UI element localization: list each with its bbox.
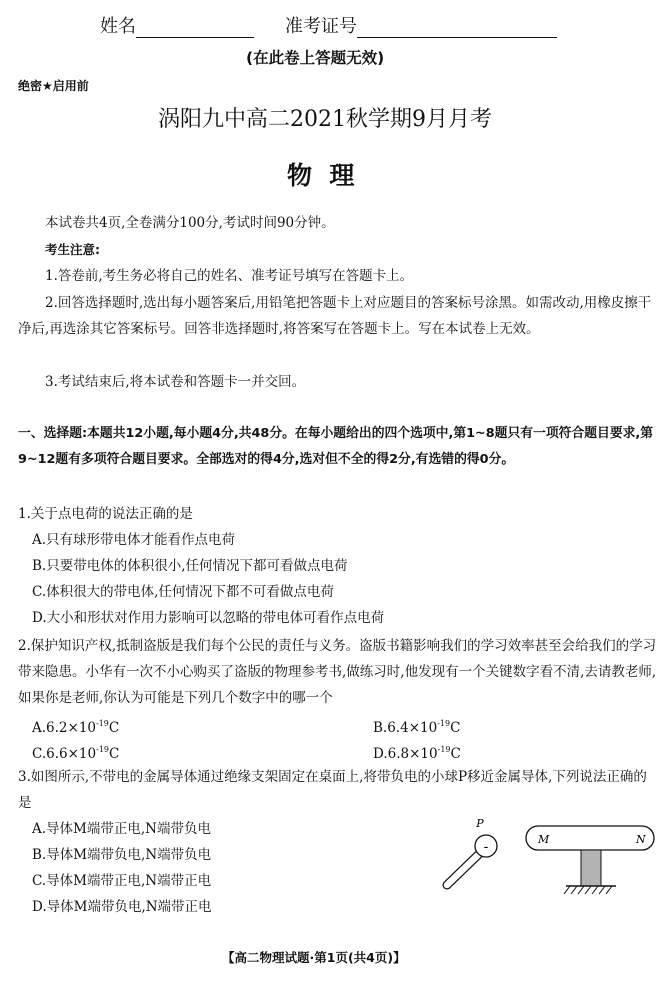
q1-option-b[interactable]: B.只要带电体的体积很小,任何情况下都可看做点电荷 bbox=[32, 558, 348, 574]
invalid-note: (在此卷上答题无效) bbox=[246, 49, 385, 67]
exam-number-field bbox=[285, 12, 557, 38]
q2-option-d[interactable] bbox=[373, 737, 461, 767]
name-label: 姓名 bbox=[100, 16, 136, 37]
conductor-end-n: N bbox=[636, 833, 646, 846]
q2-option-d-unit: C bbox=[450, 746, 461, 762]
q2-option-b-letter: B. bbox=[373, 720, 388, 736]
q3-option-a[interactable]: A.导体M端带正电,N端带负电 bbox=[32, 821, 211, 837]
q2-option-a-unit: C bbox=[108, 720, 120, 736]
name-blank[interactable] bbox=[136, 17, 254, 38]
q2-option-a-mantissa: 6.2×10 bbox=[46, 720, 97, 736]
insulated-stand bbox=[581, 850, 601, 886]
q1-option-d[interactable]: D.大小和形状对作用力影响可以忽略的带电体可看作点电荷 bbox=[32, 610, 385, 626]
q2-option-b-unit: C bbox=[450, 720, 461, 736]
q1-option-c[interactable]: C.体积很大的带电体,任何情况下都不可看做点电荷 bbox=[32, 584, 334, 600]
q2-option-c-unit: C bbox=[109, 746, 120, 762]
table-hatching bbox=[564, 886, 612, 894]
ball-label-p: P bbox=[476, 817, 484, 830]
notice-3: 3.考试结束后,将本试卷和答题卡一并交回。 bbox=[45, 374, 306, 390]
ball-handle-inner bbox=[447, 855, 478, 885]
exam-number-label: 准考证号 bbox=[285, 16, 357, 37]
q3-option-b[interactable]: B.导体M端带负电,N端带负电 bbox=[32, 847, 212, 863]
exam-summary: 本试卷共4页,全卷满分100分,考试时间90分钟。 bbox=[45, 215, 335, 231]
q2-option-d-letter: D. bbox=[373, 746, 388, 762]
q2-stem: 2.保护知识产权,抵制盗版是我们每个公民的责任与义务。盗版书籍影响我们的学习效率甚至会给我们的学习带来隐患。小华有一次不小心购买了盗版的物理参考书,做练习时,他发现有一个关键数字看不清,去请教老师,如果你是老师,你认为可能是下列几个数字中的哪一个 bbox=[18, 638, 657, 706]
q3-stem: 3.如图所示,不带电的金属导体通过绝缘支架固定在桌面上,将带负电的小球P移近金属导体,下列说法正确的是 bbox=[18, 769, 647, 811]
q1-option-a[interactable]: A.只有球形带电体才能看作点电荷 bbox=[32, 532, 236, 548]
exam-title: 涡阳九中高二2021秋学期9月月考 bbox=[158, 107, 492, 132]
notice-1: 1.答卷前,考生务必将自己的姓名、准考证号填写在答题卡上。 bbox=[45, 268, 414, 284]
notice-2: 2.回答选择题时,选出每小题答案后,用铅笔把答题卡上对应题目的答案标号涂黑。如需改动,用橡皮擦干净后,再选涂其它答案标号。回答非选择题时,将答案写在答题卡上。写在本试卷上无效。 bbox=[18, 295, 652, 337]
q2-option-c-exp: -19 bbox=[96, 745, 109, 754]
q2-option-a-letter: A. bbox=[32, 720, 47, 736]
q2-option-d-exp: -19 bbox=[437, 745, 451, 754]
name-field bbox=[100, 12, 254, 38]
section1-heading: 一、选择题:本题共12小题,每小题4分,共48分。在每小题给出的四个选项中,第1~8题只有一项符合题目要求,第9~12题有多项符合题目要求。全部选对的得4分,选对但不全的得2分,有选错的得0分。 bbox=[18, 426, 654, 467]
q3-option-c[interactable]: C.导体M端带正电,N端带正电 bbox=[32, 873, 212, 889]
q2-option-d-mantissa: 6.8×10 bbox=[387, 746, 438, 762]
secret-label: 绝密★启用前 bbox=[18, 79, 89, 93]
q2-option-c[interactable] bbox=[32, 737, 119, 767]
q2-option-c-letter: C. bbox=[32, 746, 47, 762]
notice-title: 考生注意: bbox=[45, 242, 100, 257]
exam-number-blank[interactable] bbox=[357, 17, 557, 38]
q3-figure bbox=[438, 815, 663, 897]
conductor-end-m: M bbox=[538, 833, 550, 846]
q2-option-c-mantissa: 6.6×10 bbox=[46, 746, 97, 762]
q2-option-a-exp: -19 bbox=[96, 719, 109, 728]
q2-option-b-exp: -19 bbox=[437, 719, 451, 728]
q1-stem: 1.关于点电荷的说法正确的是 bbox=[18, 506, 193, 522]
page-footer: 【高二物理试题·第1页(共4页)】 bbox=[222, 950, 406, 965]
ball-sign: - bbox=[483, 839, 489, 855]
subject-title: 物 理 bbox=[287, 161, 355, 190]
q2-option-b-mantissa: 6.4×10 bbox=[387, 720, 438, 736]
q3-option-d[interactable]: D.导体M端带负电,N端带正电 bbox=[32, 899, 212, 915]
